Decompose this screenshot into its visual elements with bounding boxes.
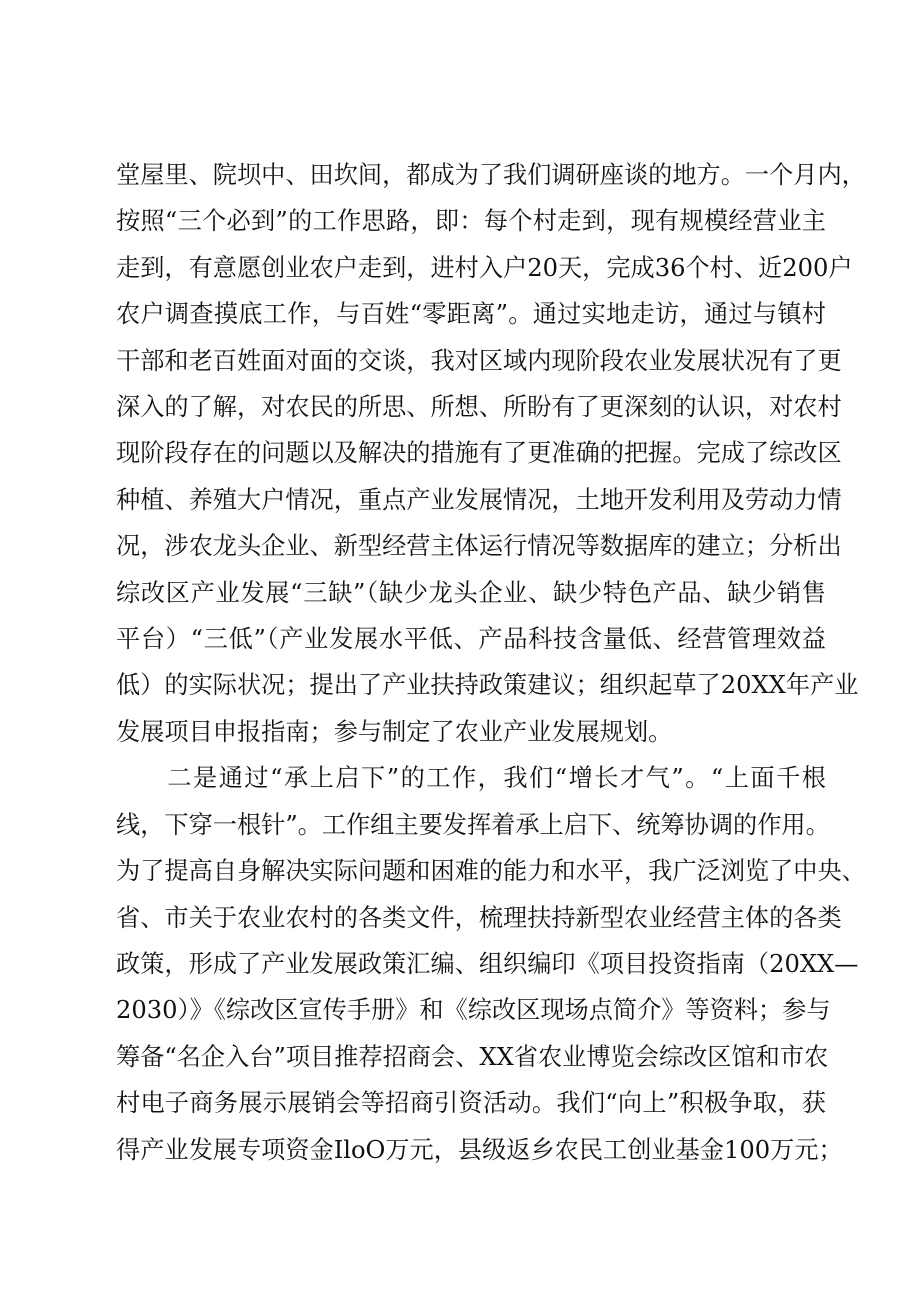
text-line: 干部和老百姓面对面的交谈，我对区域内现阶段农业发展状况有了更 <box>116 346 842 375</box>
paragraph-end-line: 发展项目申报指南；参与制定了农业产业发展规划。 <box>116 717 673 746</box>
text-line: 按照“三个必到”的工作思路，即：每个村走到，现有规模经营业主 <box>116 207 826 236</box>
text-line: 种植、养殖大户情况，重点产业发展情况，土地开发利用及劳动力情 <box>116 485 842 514</box>
text-line: 得产业发展专项资金IloO万元，县级返乡农民工创业基金100万元； <box>116 1135 843 1164</box>
text-line: 综改区产业发展“三缺”（缺少龙头企业、缺少特色产品、缺少销售 <box>116 578 826 607</box>
text-line: 二是通过“承上启下”的工作，我们“增长才气”。“上面千根 <box>116 764 826 793</box>
text-line: 2030）》《综改区宣传手册》和《综改区现场点简介》等资料；参与 <box>116 996 831 1025</box>
text-line: 村电子商务展示展销会等招商引资活动。我们“向上”积极争取，获 <box>116 1089 826 1118</box>
text-line: 况，涉农龙头企业、新型经营主体运行情况等数据库的建立；分析出 <box>116 532 842 561</box>
text-line: 农户调查摸底工作，与百姓“零距离”。通过实地走访，通过与镇村 <box>116 300 826 329</box>
text-line: 现阶段存在的问题以及解决的措施有了更准确的把握。完成了综改区 <box>116 439 842 468</box>
text-line: 平台）“三低”（产业发展水平低、产品科技含量低、经营管理效益 <box>116 625 826 654</box>
text-line: 堂屋里、院坝中、田坎间，都成为了我们调研座谈的地方。一个月内， <box>116 161 866 189</box>
text-line: 为了提高自身解决实际问题和困难的能力和水平，我广泛浏览了中央、 <box>116 857 866 886</box>
text-line: 深入的了解，对农民的所思、所想、所盼有了更深刻的认识，对农村 <box>116 393 842 422</box>
text-line: 线，下穿一根针”。工作组主要发挥着承上启下、统筹协调的作用。 <box>116 810 830 839</box>
text-line: 筹备“名企入台”项目推荐招商会、XX省农业博览会综改区馆和市农 <box>116 1042 829 1071</box>
text-line: 低）的实际状况；提出了产业扶持政策建议；组织起草了20XX年产业 <box>116 671 859 700</box>
document-body <box>116 152 866 1173</box>
text-line: 省、市关于农业农村的各类文件，梳理扶持新型农业经营主体的各类 <box>116 903 842 932</box>
text-line: 政策，形成了产业发展政策汇编、组织编印《项目投资指南（20XX— <box>116 949 859 978</box>
text-line: 走到，有意愿创业农户走到，进村入户20天，完成36个村、近200户 <box>116 253 853 282</box>
